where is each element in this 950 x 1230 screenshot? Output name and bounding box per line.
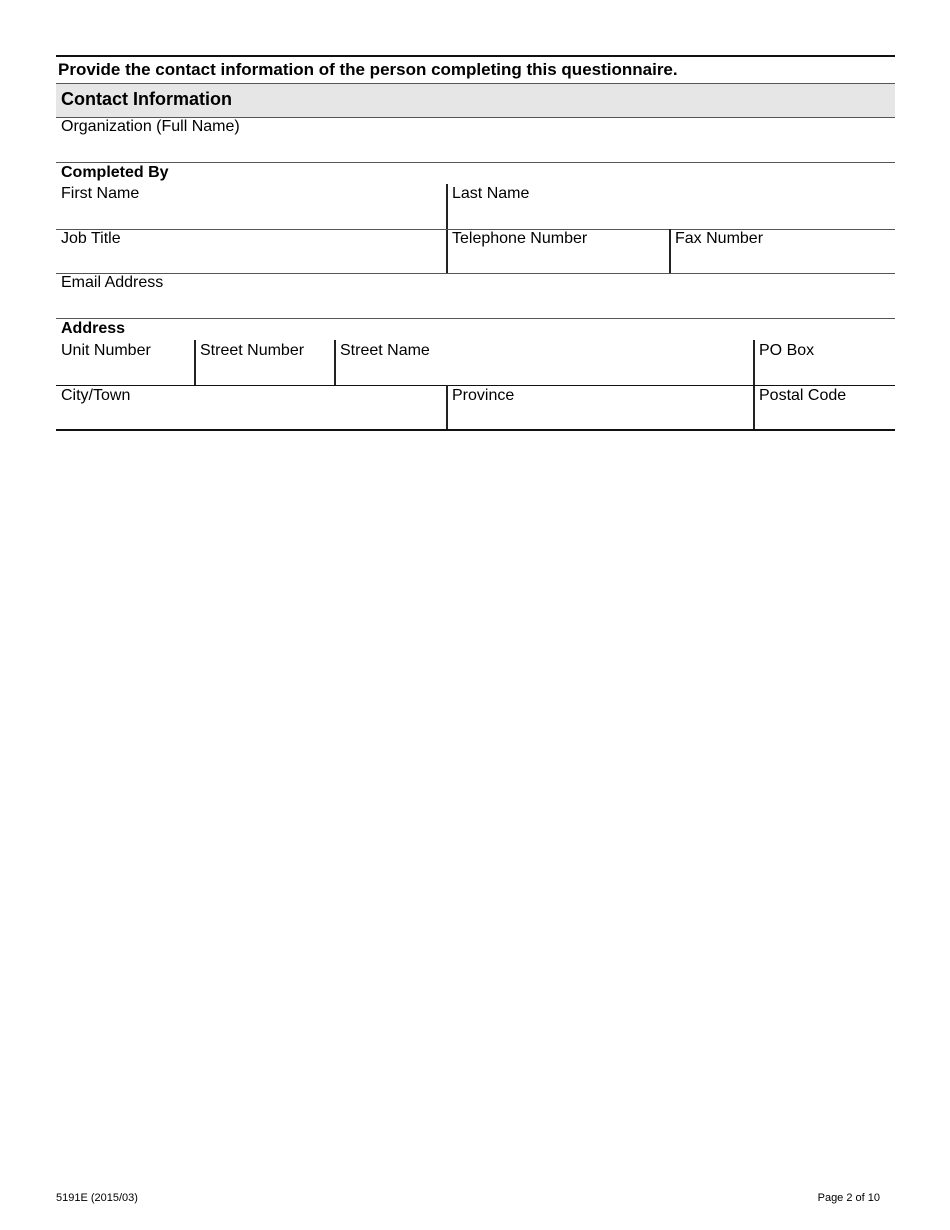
email-field[interactable] — [56, 273, 895, 318]
street-name-label: Street Name — [340, 342, 430, 359]
divider — [56, 162, 895, 163]
unit-number-field[interactable] — [56, 340, 194, 385]
province-label: Province — [452, 387, 515, 404]
divider — [56, 318, 895, 319]
province-field[interactable] — [448, 385, 753, 430]
street-number-field[interactable] — [196, 340, 334, 385]
street-name-field[interactable] — [336, 340, 753, 385]
street-number-label: Street Number — [200, 342, 305, 359]
form-id: 5191E (2015/03) — [56, 1192, 138, 1204]
postal-code-label: Postal Code — [759, 387, 847, 404]
job-title-field[interactable] — [56, 229, 446, 273]
city-field[interactable] — [56, 385, 446, 430]
first-name-field[interactable] — [56, 184, 446, 229]
unit-number-label: Unit Number — [61, 342, 151, 359]
first-name-label: First Name — [61, 185, 140, 202]
postal-code-field[interactable] — [755, 385, 895, 430]
last-name-label: Last Name — [452, 185, 530, 202]
email-label: Email Address — [61, 274, 164, 291]
organization-field[interactable] — [56, 117, 895, 162]
address-heading: Address — [61, 320, 126, 337]
divider — [56, 429, 895, 431]
last-name-field[interactable] — [448, 184, 895, 229]
job-title-label: Job Title — [61, 230, 121, 247]
po-box-field[interactable] — [755, 340, 895, 385]
city-label: City/Town — [61, 387, 131, 404]
completed-by-heading: Completed By — [61, 164, 169, 181]
divider — [56, 55, 895, 57]
page-number: Page 2 of 10 — [817, 1192, 880, 1204]
instruction-text: Provide the contact information of the person completing this questionnaire. — [58, 60, 678, 79]
section-title: Contact Information — [61, 89, 232, 109]
telephone-label: Telephone Number — [452, 230, 588, 247]
fax-label: Fax Number — [675, 230, 764, 247]
po-box-label: PO Box — [759, 342, 815, 359]
organization-label: Organization (Full Name) — [61, 118, 240, 135]
fax-field[interactable] — [671, 229, 895, 273]
telephone-field[interactable] — [448, 229, 669, 273]
